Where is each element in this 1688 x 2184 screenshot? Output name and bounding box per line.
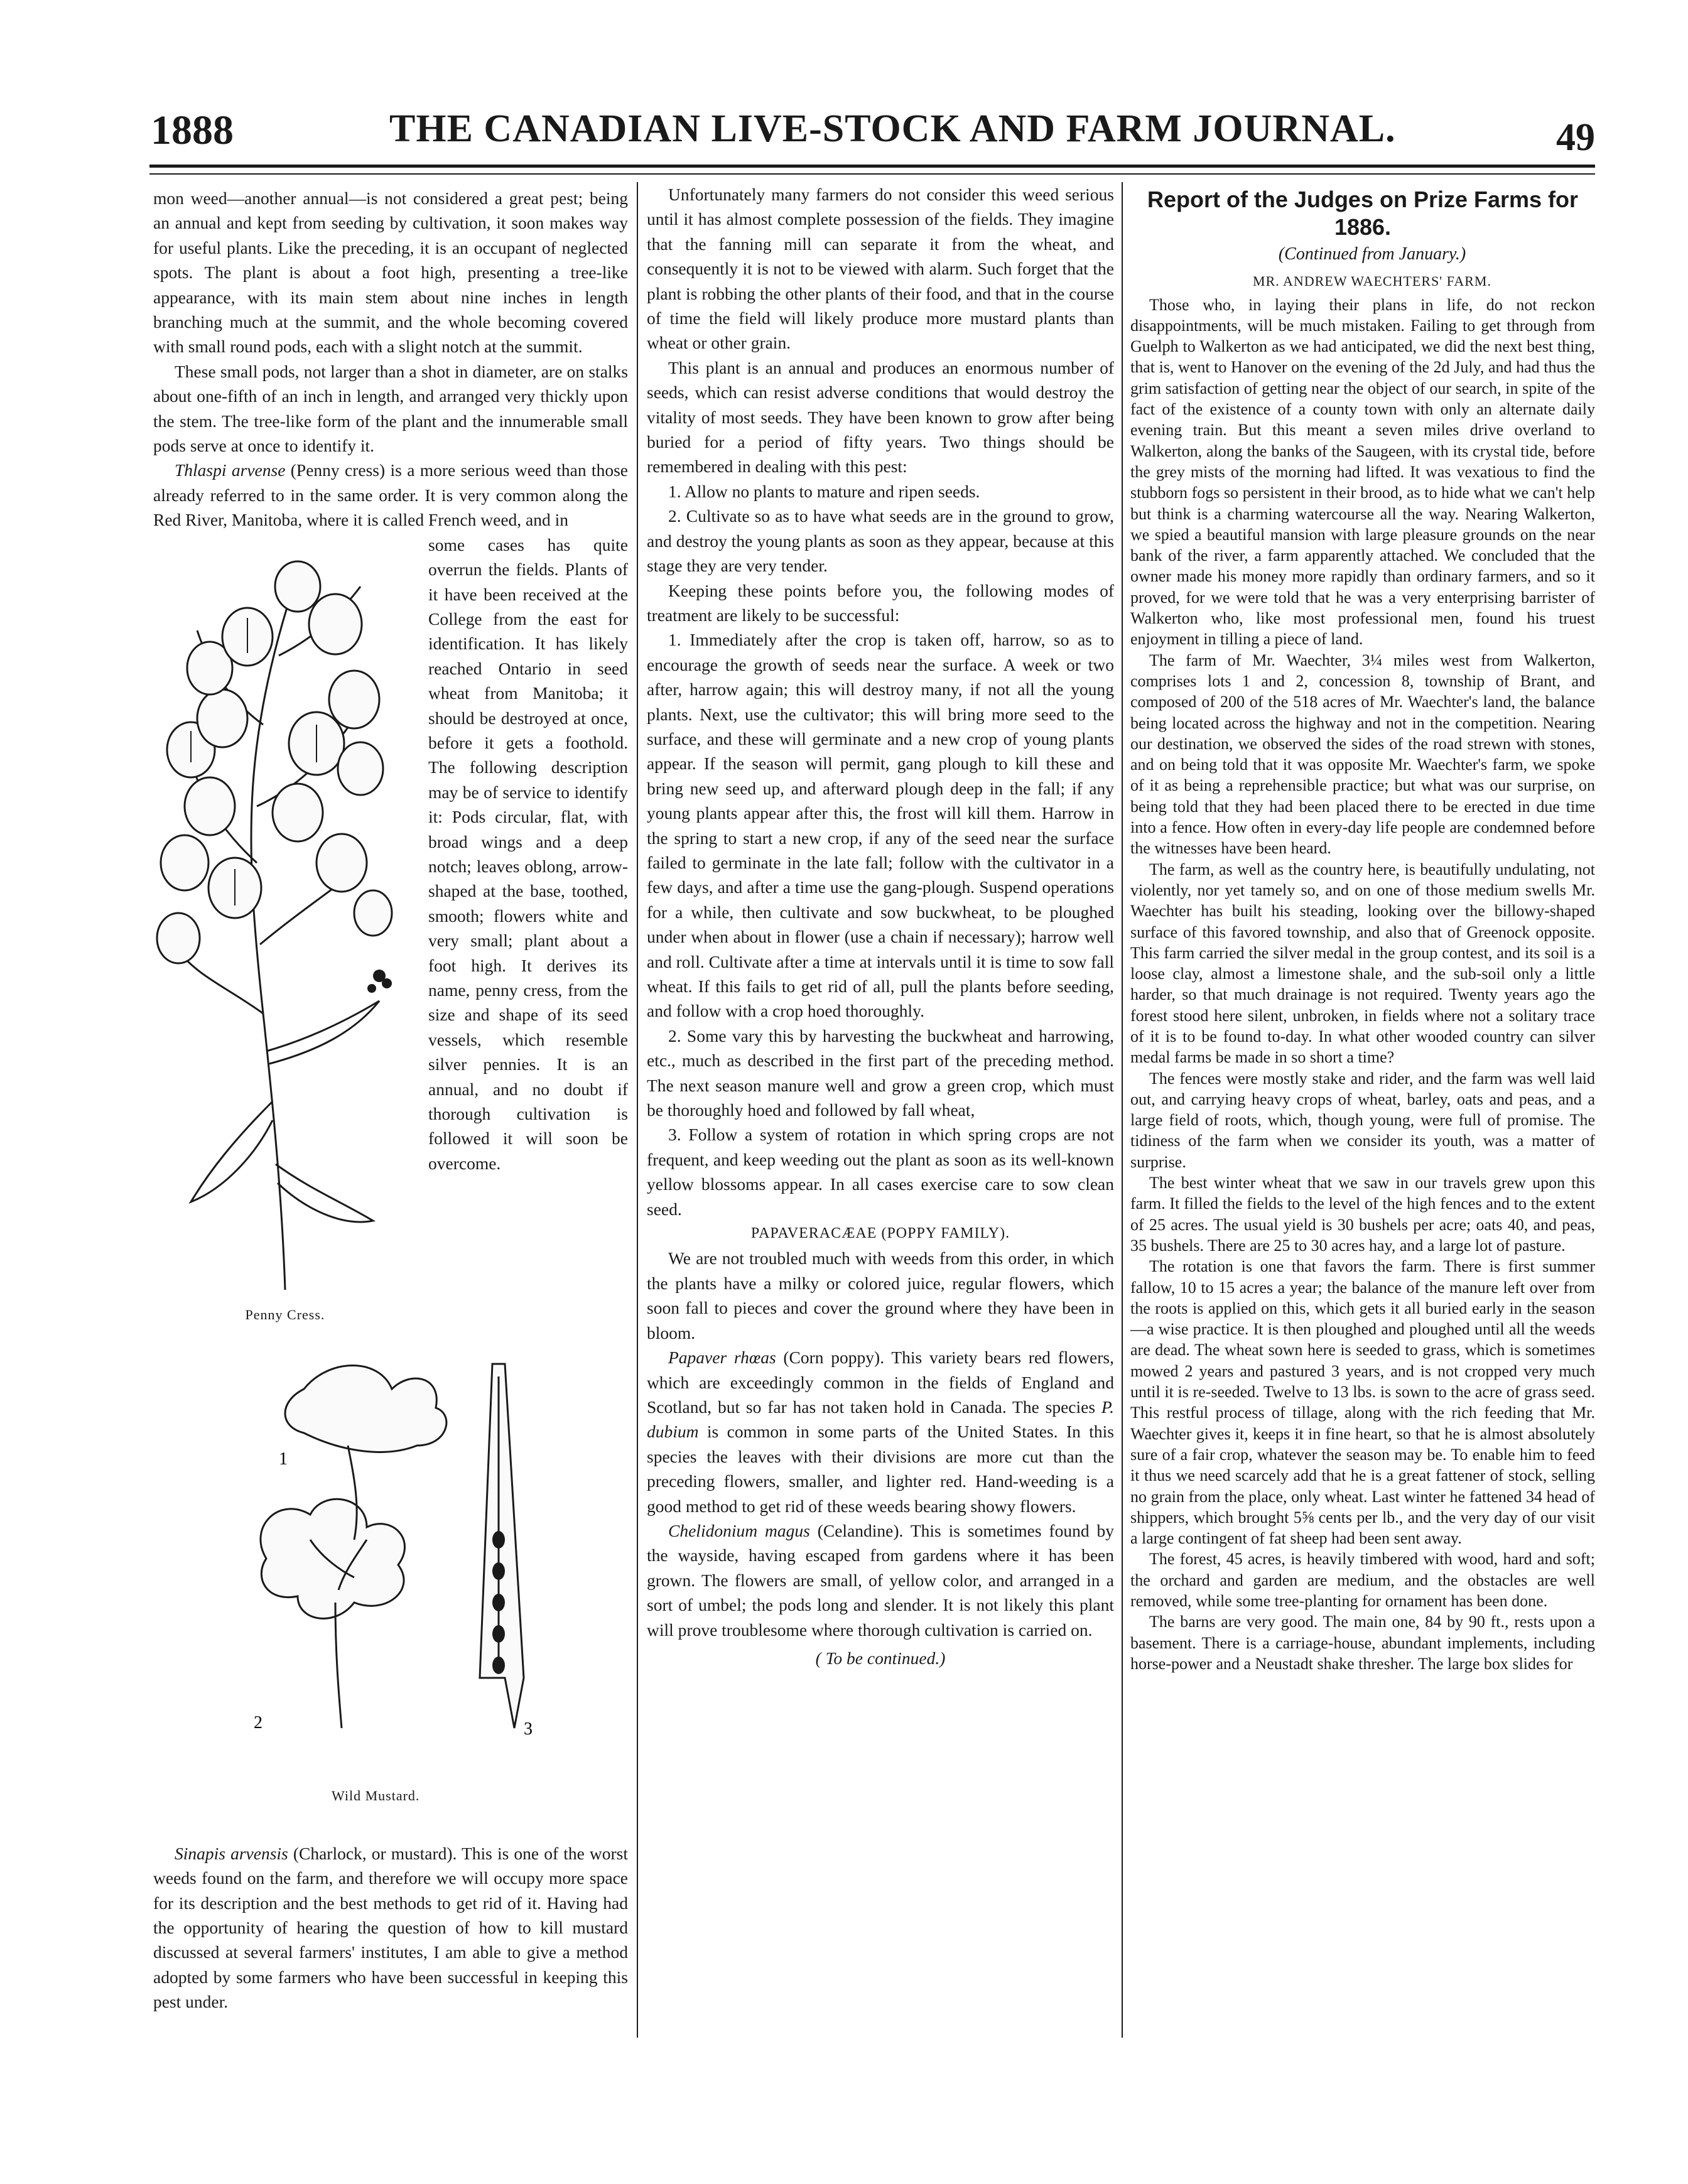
header-title: THE CANADIAN LIVE-STOCK AND FARM JOURNAL. [389, 107, 1396, 150]
penny-cress-drawing [153, 536, 404, 1302]
col3-paragraph: Those who, in laying their plans in life, do not reckon disappointments, will be much mistaken. Failing to get through from Guelph to Walkerton as we had anticipated, we did the next best thing, that is, went to Hanover on the evening of the 2d July, and had thus the grim satisfaction of getting near the object of our search, in spite of the fact of the existence of a county town with only an alternate daily evening train. But this meant a seven miles drive overland to Walkerton, along the banks of the Saugeen, with its crystal tide, before the grey mists of the morning had lifted. It was vexatious to find the stubborn fogs so persistent in their brood, as to hide what we can't help but think is a charming watercourse all the way. Nearing Walkerton, we spied a beautiful mansion with large pleasure grounds on the near bank of the river, a farm apparently attached. We concluded that the owner made his money more rapidly than ordinary farmers, and so it proved, for we were told that he was a very enterprising barrister of Walkerton who, like most professional men, found his truest enjoyment in tilling a piece of land. [1130, 295, 1595, 649]
col1-text: (Charlock, or mustard). This is one of the worst weeds found on the farm, and therefore we will occupy more space for its description and the best methods to get rid of it. Having had the opportunity of hearing the question of how to kill mustard discussed at several farmers' institutes, I am able to give a method adopted by some farmers who have been successful in keeping this pest under. [153, 1843, 628, 2012]
species-name: Thlaspi arvense [175, 460, 286, 480]
figure-label-3: 3 [524, 1719, 533, 1739]
col2-paragraph [647, 1518, 1114, 1642]
col1-paragraph [153, 1841, 628, 2014]
col1-paragraph [153, 458, 628, 532]
column-2 [647, 182, 1114, 1670]
col3-paragraph: The rotation is one that favors the farm. There is first summer fallow, 10 to 15 acres a year; the balance of the manure left over from the roots is applied on this, which gets it all buried early in the season—a wise practice. It is then ploughed and ploughed until all the weeds are dead. The wheat sown here is seeded to grass, which is sometimes mowed 2 years and pastured 3 years, and is not cropped very much until it is re-seeded. Twelve to 13 lbs. is sown to the acre of grass seed. This restful process of tillage, along with the rich feeding that Mr. Waechter gives it, keeps it in fine heart, so that he is almost absolutely sure of a fair crop, whatever the season may be. To enable him to feed it thus we need scarcely add that he is a great fattener of stock, selling no grain from the place, only wheat. Last winter he fattened 34 head of shippers, which brought 5⅝ cents per lb., and the very day of our visit a large contingent of fat sheep had been sent away. [1130, 1257, 1595, 1548]
species-name: Sinapis arvensis [175, 1843, 288, 1863]
wild-mustard-illustration [153, 1351, 628, 1841]
col2-paragraph: We are not troubled much with weeds from this order, in which the plants have a milky or colored juice, regular flowers, which soon fall to pieces and cover the ground where they have been in bloom. [647, 1248, 1114, 1343]
col2-text: is common in some parts of the United States. In this species the leaves with their divisions are more cut than the preceding flowers, smaller, and lighter red. Hand-weeding is a good method to get rid of these weeds bearing showy flowers. [647, 1422, 1114, 1516]
figure-label-1: 1 [279, 1449, 288, 1469]
col3-paragraph: The best winter wheat that we saw in our travels grew upon this farm. It filled the fields to the level of the high fences and to the extent of 25 acres. The usual yield is 30 bushels per acre; oats 40, and peas, 35 bushels. There are 25 to 30 acres hay, and a large lot of pasture. [1130, 1174, 1595, 1255]
header-rule-thick [149, 165, 1595, 168]
col2-text: (Corn poppy). This variety bears red flowers, which are exceedingly common in the fields of England and Scotland, but so far has not taken hold in Canada. The species [647, 1348, 1114, 1417]
header-page-number: 49 [1556, 116, 1595, 159]
col2-paragraph [647, 1345, 1114, 1518]
section-heading: PAPAVERACÆAE (POPPY FAMILY). [750, 1225, 1010, 1242]
col2-text: (Celandine). This is sometimes found by the wayside, having escaped from gardens where it has been grown. The flowers are small, of yellow color, and arranged in a sort of umbel; the pods long and slender. It is not likely this plant will prove troublesome where thorough cultivation is carried on. [647, 1520, 1115, 1640]
col3-paragraph: The forest, 45 acres, is heavily timbered with wood, hard and soft; the orchard and garden are medium, and the obstacles are well removed, while some tree-planting for ornament has been done. [1130, 1550, 1595, 1610]
header-rule-thin [149, 173, 1595, 175]
col2-paragraph: 1. Allow no plants to mature and ripen seeds. [668, 481, 980, 501]
col2-paragraph: 3. Follow a system of rotation in which spring crops are not frequent, and keep weeding out the plant as soon as its well-known yellow blossoms appear. In all cases exercise care to sow clean seed. [647, 1125, 1114, 1219]
header-year: 1888 [151, 107, 234, 153]
col1-paragraph: some cases has quite overrun the fields. Plants of it have been received at the College from the east for identification. It has likely reached Ontario in seed wheat from Manitoba; it should be destroyed at once, before it gets a foothold. The following description may be of service to identify it: Pods circular, flat, with broad wings and a deep notch; leaves oblong, arrow-shaped at the base, toothed, smooth; flowers white and very small; plant about a foot high. It derives its name, penny cress, from the size and shape of its seed vessels, which resemble silver pennies. It is an annual, and no doubt if thorough cultivation is followed it will soon be overcome. [428, 534, 628, 1173]
continued-text: ( To be continued.) [815, 1648, 946, 1668]
column-1 [153, 186, 628, 2014]
col2-paragraph: Unfortunately many farmers do not consider this weed serious until it has almost complete possession of the fields. They imagine that the fanning mill can separate it from the wheat, and consequently it is not to be viewed with alarm. Such forget that the plant is robbing the other plants of their food, and that in the course of time the field will likely produce more mustard plants than wheat or other grain. [647, 185, 1114, 353]
continued-note [647, 1646, 1114, 1670]
col3-paragraph: The fences were mostly stake and rider, and the farm was well laid out, and carrying heavy crops of wheat, barley, oats and peas, and a large field of roots, which, though young, were full of promise. The tidiness of the farm when we consider its youth, was a matter of surprise. [1130, 1069, 1595, 1171]
page-header [151, 107, 1595, 163]
figure-label-2: 2 [254, 1712, 262, 1733]
col2-paragraph: This plant is an annual and produces an enormous number of seeds, which can resist adverse conditions that would destroy the vitality of most seeds. They have been known to grow after being buried for a period of fifty years. Two things should be remembered in dealing with this pest: [647, 357, 1114, 477]
col2-paragraph: Keeping these points before you, the following modes of treatment are likely to be successful: [647, 580, 1114, 625]
figure-caption: Penny Cress. [245, 1306, 325, 1322]
column-divider-2 [1122, 182, 1123, 2038]
article-title: Report of the Judges on Prize Farms for 1886. [1147, 187, 1579, 240]
species-name: P. dubium [647, 1397, 1114, 1442]
col1-paragraph: These small pods, not larger than a shot in diameter, are on stalks about one-fifth of an inch in length, and arranged very thickly upon the stem. The tree-like form of the plant and the innumerable small pods serve at once to identify it. [153, 361, 628, 456]
col1-text: (Penny cress) is a more serious weed than those already referred to in the same order. It is very common along the Red River, Manitoba, where it is called French weed, and in [153, 460, 628, 530]
col1-paragraph: mon weed—another annual—is not considered a great pest; being an annual and kept from seeding by cultivation, it soon makes way for useful plants. Like the preceding, it is an occupant of neglected spots. The plant is about a foot high, presenting a tree-like appearance, with its main stem about nine inches in length branching much at the summit, and the whole becoming covered with small round pods, each with a slight notch at the summit. [153, 188, 628, 357]
farm-heading: MR. ANDREW WAECHTERS' FARM. [1253, 273, 1491, 289]
column-3 [1130, 186, 1595, 1674]
column-divider-1 [637, 182, 638, 2038]
figure-caption: Wild Mustard. [332, 1787, 420, 1803]
col3-paragraph: The farm, as well as the country here, is beautifully undulating, not violently, nor yet tamely so, and on one of those medium swells Mr. Waechter has built his steading, looking over the billowy-shaped surface of this favored township, and also that of Greenock opposite. This farm carried the silver medal in the group contest, and its soil is a loose clay, almost a limestone shale, and the sub-soil only a little harder, so that much drainage is not required. Twenty years ago the forest stood here silent, unbroken, in fields where not a solitary trace of it is to be found to-day. In what other wooded country can silver medal farms be made in so short a time? [1130, 860, 1595, 1067]
col2-paragraph: 2. Some vary this by harvesting the buckwheat and harrowing, etc., much as described in the first part of the preceding method. The next season manure well and grow a green crop, which must be thoroughly hoed and followed by fall wheat, [647, 1025, 1114, 1120]
species-name: Papaver rhœas [668, 1348, 776, 1368]
col2-paragraph: 2. Cultivate so as to have what seeds are in the ground to grow, and destroy the young plants as soon as they appear, because at this stage they are very tender. [647, 506, 1114, 576]
penny-cress-illustration [153, 536, 417, 1346]
col3-paragraph: The barns are very good. The main one, 84 by 90 ft., rests upon a basement. There is a carriage-house, abundant implements, including horse-power and a Neustadt shake thresher. The large box slides for [1130, 1613, 1595, 1673]
col3-paragraph: The farm of Mr. Waechter, 3¼ miles west from Walkerton, comprises lots 1 and 2, concession 8, township of Brant, and composed of 200 of the 518 acres of Mr. Waechter's land, the balance being located across the highway and not in the competition. Nearing our destination, we observed the sides of the road strewn with stones, and on being told that it was opposite Mr. Waechter's farm, we spoke of it as being a reprehensible practice; but what was our surprise, on being told that they had been placed there to be erected in due time into a fence. How often in every-day life people are condemned before the witnesses have been heard. [1130, 651, 1595, 858]
species-name: Chelidonium magus [668, 1520, 810, 1540]
col2-paragraph: 1. Immediately after the crop is taken off, harrow, so as to encourage the growth of seeds near the surface. A week or two after, harrow again; this will destroy many, if not all the young plants. Next, use the cultivator; this will bring more seed to the surface, and these will germinate and a new crop of young plants appear. If the season will permit, gang plough to kill these and bring new seed up, and afterward plough deep in the fall; if any young plants appear after this, the frost will kill them. Harrow in the spring to start a new crop, if any of the seed near the surface failed to germinate in the late fall; follow with the cultivator in a few days, and after a time use the gang-plough. Suspend operations for a while, then cultivate and sow buckwheat, to be ploughed under when about in flower (use a chain if necessary); harrow well and roll. Cultivate after a time at intervals until it is time to sow fall wheat. If this fails to get rid of all, pull the plants before seeding, and follow with a crop hoed thoroughly. [647, 630, 1114, 1021]
article-subtitle: (Continued from January.) [1278, 244, 1466, 264]
wild-mustard-drawing [229, 1351, 555, 1753]
